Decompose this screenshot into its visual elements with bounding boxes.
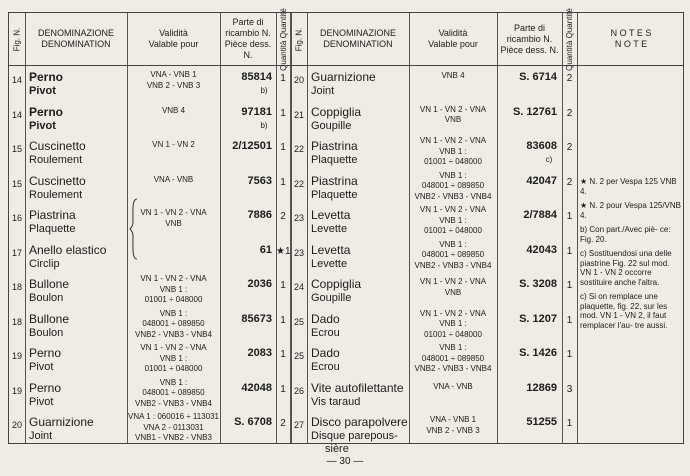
part-name-it: Vite autofilettante xyxy=(311,380,404,395)
fig-number: 14 xyxy=(11,75,22,85)
validity-line: VNB 1 : xyxy=(439,239,467,249)
part-name-fr: Disque parepous- xyxy=(311,430,398,442)
quantity: 1 xyxy=(566,349,573,360)
part-name-fr: Ecrou xyxy=(311,361,340,373)
quantity: 2 xyxy=(566,73,573,84)
part-name-fr: Plaquette xyxy=(29,223,76,235)
quantity: 1 xyxy=(566,280,573,291)
part-note-ref: b) xyxy=(260,86,268,95)
part-name-it: Perno xyxy=(29,104,64,119)
part-number: 61 xyxy=(259,243,272,256)
quantity: 3 xyxy=(566,383,573,395)
quantity: 2 xyxy=(280,418,286,429)
header-fig-right: Fig. N. xyxy=(294,27,304,51)
part-name-fr: Pivot xyxy=(29,119,56,132)
validity-line: VNB 1 : xyxy=(159,284,188,294)
part-number: 2083 xyxy=(247,347,272,359)
header-notes: N O T E S N O T E xyxy=(610,28,652,49)
quantity: 2 xyxy=(566,176,573,188)
quantity: 2 xyxy=(280,211,286,222)
validity-line: VN 1 - VN 2 - VNA xyxy=(140,274,207,283)
part-name-it: Perno xyxy=(29,70,64,84)
header-validity-left: Validità Valable pour xyxy=(148,28,199,49)
notes-block xyxy=(580,177,682,335)
validity-line: VNA - VNB 1 xyxy=(429,415,477,424)
quantity: 1 xyxy=(280,176,286,188)
note-3: b) Con part./Avec piè- ce: Fig. 20. xyxy=(580,225,671,244)
validity-line: VNB2 - VNB3 - VNB4 xyxy=(135,398,212,408)
part-name-fr: Boulon xyxy=(29,326,64,339)
validity-line: 048001 ÷ 089850 xyxy=(421,181,485,190)
part-name-it: Bullone xyxy=(29,311,70,326)
table-row xyxy=(9,411,683,455)
part-number: 83608 xyxy=(526,140,557,152)
quantity: 1 xyxy=(566,211,573,222)
part-name-it: Piastrina xyxy=(311,173,358,188)
validity-line: VN 1 - VN 2 - VNA xyxy=(419,308,487,318)
header-denomination-left: DENOMINAZIONE DENOMINATION xyxy=(37,28,114,49)
fig-number: 24 xyxy=(293,282,304,292)
validity-line: VNA 1 : 060016 ÷ 113031 xyxy=(128,412,219,421)
validity-line: VNB 2 - VNB 3 xyxy=(426,425,480,435)
validity-line: VNA - VNB 1 xyxy=(150,70,197,79)
fig-number: 15 xyxy=(11,144,22,154)
validity-line: VNB2 - VNB3 - VNB4 xyxy=(414,191,492,201)
part-name-fr: Plaquette xyxy=(311,154,358,166)
validity-line: VNA - VNB xyxy=(153,174,194,184)
validity-line: VNA - VNB xyxy=(433,381,473,391)
fig-number: 19 xyxy=(11,385,22,396)
fig-number: 23 xyxy=(293,247,304,258)
part-name-it: Perno xyxy=(29,346,62,360)
part-number: 42047 xyxy=(526,174,557,187)
part-number: S. 12761 xyxy=(512,105,557,118)
validity-line: 048001 ÷ 089850 xyxy=(421,250,485,259)
quantity: 2 xyxy=(566,107,573,119)
header-qty-left: Quantità Quantité xyxy=(278,7,288,71)
part-number: 85673 xyxy=(241,312,272,325)
part-name-fr: Pivot xyxy=(29,361,54,373)
validity-line: VN 1 - VN 2 - VNA xyxy=(140,208,207,217)
quantity: 1 xyxy=(566,418,573,429)
quantity: 1 xyxy=(280,383,286,395)
fig-number: 15 xyxy=(11,178,22,189)
part-name-fr: Levette xyxy=(311,223,348,235)
part-name-it: Cuscinetto xyxy=(29,173,86,188)
part-number: S. 1207 xyxy=(519,312,557,325)
validity-line: VNB 1 : xyxy=(439,343,467,352)
fig-number: 22 xyxy=(293,178,304,189)
header-denomination-right: DENOMINAZIONE DENOMINATION xyxy=(319,28,396,49)
validity-line: VN 1 - VN 2 xyxy=(152,140,195,149)
quantity: 1 xyxy=(566,245,573,257)
validity-line: 048001 ÷ 089850 xyxy=(142,319,205,328)
part-number: 12869 xyxy=(526,381,557,394)
part-note-ref: c) xyxy=(545,155,553,164)
header-validity-right: Validità Valable pour xyxy=(428,28,478,49)
validity-line: VNB 1 : xyxy=(159,308,188,318)
table-row xyxy=(9,377,683,412)
fig-number: 23 xyxy=(293,213,304,223)
note-4: c) Sostituendosi una delle piastrine Fig. 22 sul mod. VN 1 - VN 2 occorre sostituire anche l'altra. xyxy=(580,249,672,287)
fig-number: 27 xyxy=(293,420,304,430)
page-number: — 30 — xyxy=(326,456,364,467)
part-name-fr: Ecrou xyxy=(311,326,340,339)
part-name-fr: Joint xyxy=(311,85,335,97)
header-part-right: Parte di ricambio N. Pièce dess. N. xyxy=(500,22,559,55)
part-number: S. 6708 xyxy=(234,416,272,428)
validity-line: VNB 1 : xyxy=(159,377,188,387)
part-name-it: Dado xyxy=(311,311,340,326)
quantity: 2 xyxy=(566,142,573,153)
fig-number: 18 xyxy=(11,282,22,292)
table-row xyxy=(9,66,683,101)
part-name-it: Coppiglia xyxy=(311,277,362,291)
header-qty-right: Quantità Quantité xyxy=(565,7,574,71)
validity-line: VN 1 - VN 2 - VNA xyxy=(419,277,487,286)
part-name-fr: Pivot xyxy=(29,395,54,408)
part-number: S. 3208 xyxy=(519,278,557,290)
fig-number: 20 xyxy=(11,420,22,430)
part-name-fr: Levette xyxy=(311,257,348,270)
part-number: 7886 xyxy=(247,209,272,221)
part-name-fr: Goupille xyxy=(311,292,352,304)
part-name-it: Bullone xyxy=(29,277,70,291)
part-number: 42048 xyxy=(241,381,272,394)
quantity: 1 xyxy=(280,280,286,291)
table-row xyxy=(9,135,683,170)
part-name-it: Piastrina xyxy=(29,208,76,222)
validity-line: VNB 2 - VNB 3 xyxy=(146,80,201,90)
part-number: 97181 xyxy=(241,105,272,118)
validity-line: VN 1 - VN 2 - VNA xyxy=(419,205,487,214)
quantity: 1 xyxy=(280,349,286,360)
part-number: 7563 xyxy=(247,174,272,187)
validity-line: 01001 ÷ 048000 xyxy=(424,329,482,339)
part-number: S. 1426 xyxy=(519,347,557,359)
fig-number: 21 xyxy=(293,109,304,120)
part-name-it: Coppiglia xyxy=(311,104,362,119)
part-number: 42043 xyxy=(526,243,557,256)
part-name-it: Piastrina xyxy=(311,139,358,153)
part-number: 2036 xyxy=(247,278,272,290)
validity-line: 01001 ÷ 048000 xyxy=(144,364,203,373)
part-name-it: Perno xyxy=(29,380,62,395)
validity-line: VN 1 - VN 2 - VNA xyxy=(140,343,207,352)
parts-table xyxy=(8,7,684,455)
part-number: 51255 xyxy=(526,416,557,428)
validity-line: VNB xyxy=(444,115,462,124)
fig-number: 17 xyxy=(11,247,22,258)
part-name-fr: Circlip xyxy=(29,257,60,270)
part-number: 2/12501 xyxy=(232,140,272,152)
quantity: 1 xyxy=(566,314,573,326)
fig-number: 16 xyxy=(11,213,22,223)
part-name-it: Levetta xyxy=(311,208,351,222)
quantity: 1 xyxy=(280,314,286,326)
part-name-fr: Goupille xyxy=(311,119,352,132)
part-name-fr: Joint xyxy=(29,430,53,442)
quantity: ★1 xyxy=(276,245,291,257)
fig-number: 14 xyxy=(11,109,22,120)
fig-number: 26 xyxy=(293,385,304,396)
fig-number: 25 xyxy=(293,351,304,361)
quantity: 1 xyxy=(280,142,286,153)
part-name-it: Disco parapolvere xyxy=(311,415,408,429)
validity-line: VNB1 - VNB2 - VNB3 xyxy=(135,433,212,442)
validity-line: VNB2 - VNB3 - VNB4 xyxy=(414,260,492,270)
note-5: c) Si on remplace une plaquette, fig. 22, sur les mod. VN 1 - VN 2, il faut remplacer l'au- tre aussi. xyxy=(580,292,668,330)
validity-line: VNB xyxy=(444,287,462,297)
validity-line: VNB 1 : xyxy=(159,353,188,363)
validity-line: 048001 ÷ 089850 xyxy=(421,353,485,363)
note-1: ★ N. 2 per Vespa 125 VNB 4. xyxy=(580,177,677,196)
part-number: 85814 xyxy=(241,71,272,83)
validity-line: 048001 ÷ 089850 xyxy=(142,388,205,397)
part-name-fr: Boulon xyxy=(29,292,64,304)
part-name-it: Dado xyxy=(311,346,340,360)
part-name-it: Guarnizione xyxy=(311,70,376,84)
fig-number: 18 xyxy=(11,316,22,327)
part-name-fr-cont: sière xyxy=(325,443,349,455)
part-name-it: Guarnizione xyxy=(29,415,94,429)
part-name-fr: Pivot xyxy=(29,85,56,97)
validity-line: VNB2 - VNB3 - VNB4 xyxy=(135,329,212,339)
validity-line: 01001 ÷ 048000 xyxy=(144,295,203,304)
part-name-fr: Plaquette xyxy=(311,188,358,201)
table-row xyxy=(9,342,683,377)
part-name-it: Cuscinetto xyxy=(29,139,86,153)
fig-number: 25 xyxy=(293,316,304,327)
part-name-fr: Vis taraud xyxy=(311,395,361,408)
quantity: 1 xyxy=(280,107,286,119)
validity-line: VN 1 - VN 2 - VNA xyxy=(419,136,487,145)
part-note-ref: b) xyxy=(260,120,268,130)
validity-line: VNB 1 : xyxy=(439,319,467,328)
validity-line: VNA 2 - 0113031 xyxy=(143,422,204,432)
header-fig-left: Fig. N. xyxy=(12,27,22,51)
part-name-it: Anello elastico xyxy=(29,242,107,257)
part-number: S. 6714 xyxy=(519,71,557,83)
validity-line: VNB xyxy=(165,218,182,228)
part-name-fr: Roulement xyxy=(29,188,83,201)
validity-line: 01001 ÷ 048000 xyxy=(424,157,482,166)
validity-line: VNB 4 xyxy=(441,71,465,80)
validity-line: 01001 ÷ 048000 xyxy=(424,226,482,235)
validity-line: VNB 1 : xyxy=(439,146,467,156)
part-name-it: Levetta xyxy=(311,242,351,257)
fig-number: 22 xyxy=(293,144,304,154)
validity-line: VNB 1 : xyxy=(439,215,467,225)
part-name-fr: Roulement xyxy=(29,154,83,166)
validity-line: VNB 4 xyxy=(161,105,186,115)
fig-number: 19 xyxy=(11,351,22,361)
quantity: 1 xyxy=(280,73,286,84)
part-number: 2/7884 xyxy=(523,209,557,221)
fig-number: 20 xyxy=(293,75,304,85)
validity-line: VNB 1 : xyxy=(439,170,467,180)
validity-line: VNB2 - VNB3 - VNB4 xyxy=(414,364,492,373)
validity-line: VN 1 - VN 2 - VNA xyxy=(419,104,487,114)
note-2: ★ N. 2 pour Vespa 125/VNB 4. xyxy=(580,201,682,220)
header-part-left: Parte di ricambio N. Pièce dess. N. xyxy=(224,17,272,60)
table-row xyxy=(9,101,683,136)
